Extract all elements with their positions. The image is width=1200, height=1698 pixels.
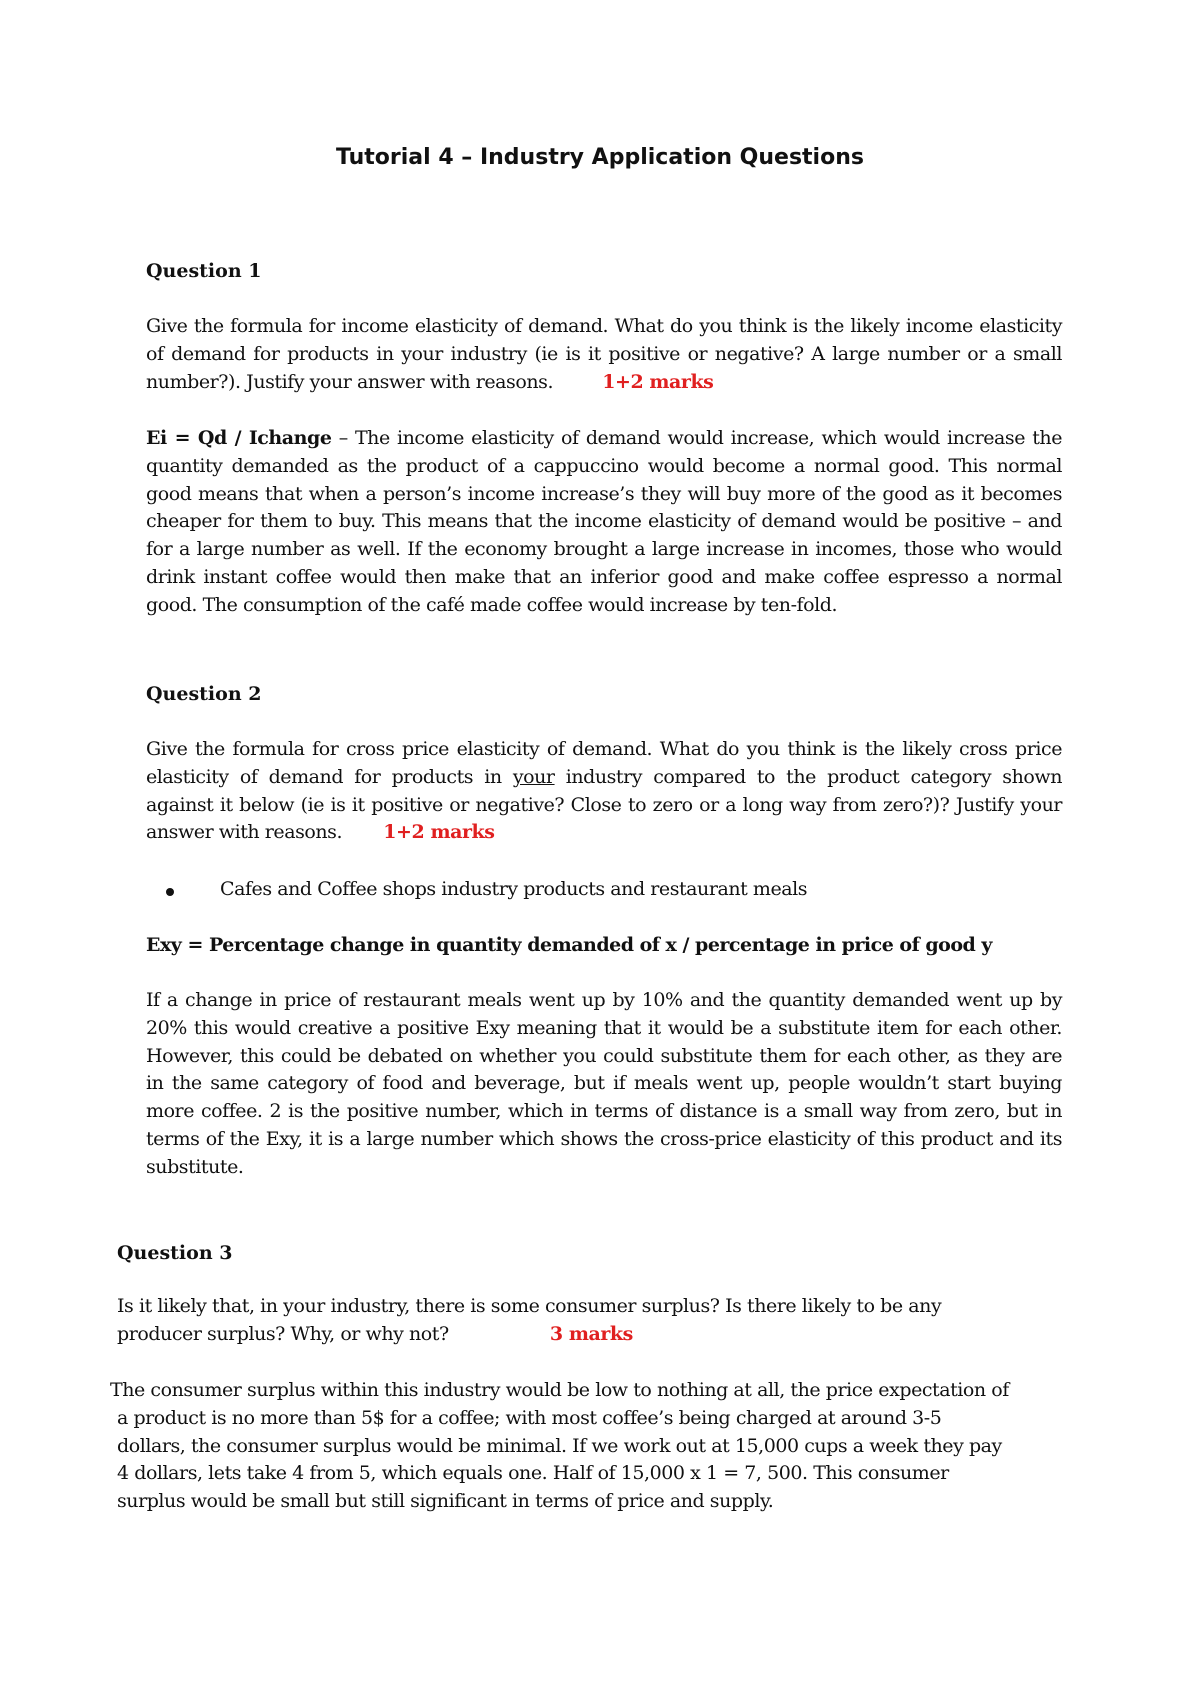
bullet-icon — [166, 888, 174, 896]
question-3-answer — [110, 1377, 1070, 1516]
question-1-answer — [146, 425, 1062, 620]
cross-price-elasticity-formula: Exy = Percentage change in quantity demanded of x / percentage in price of good y — [146, 934, 992, 956]
question-3-prompt-text: Is it likely that, in your industry, there is some consumer surplus? Is there likely to be any producer surplus? Why, or why not? — [117, 1295, 942, 1345]
question-3-answer-line: a product is no more than 5$ for a coffee; with most coffee’s being charged at around 3-5 — [117, 1406, 942, 1429]
question-1-heading: Question 1 — [146, 260, 262, 282]
question-1-marks: 1+2 marks — [602, 370, 714, 393]
question-2-marks: 1+2 marks — [383, 821, 495, 844]
question-1-answer-text: – The income elasticity of demand would increase, which would increase the quantity demanded as the product of a cappuccino would become a normal good. This normal good means that when a person’s income increase’s they will buy more of the good as it becomes cheaper for them to buy. This means that the income elasticity of demand would be positive – and for a large number as well. If the economy brought a large increase in incomes, those who would drink instant coffee would then make that an inferior good and make coffee espresso a normal good. The consumption of the café made coffee would increase by ten-fold. — [146, 427, 1062, 616]
question-2-prompt — [146, 736, 1062, 847]
question-3-heading: Question 3 — [117, 1242, 233, 1264]
income-elasticity-formula: Ei = Qd / Ichange — [146, 427, 332, 449]
question-3-prompt — [117, 1293, 1017, 1349]
question-3-answer-line: 4 dollars, lets take 4 from 5, which equals one. Half of 15,000 x 1 = 7, 500. This consumer — [117, 1462, 949, 1485]
document-title: Tutorial 4 – Industry Application Questions — [336, 145, 864, 170]
question-2-answer: If a change in price of restaurant meals went up by 10% and the quantity demanded went up by 20% this would creative a positive Exy meaning that it would be a substitute item for each other. However, this could be debated on whether you could substitute them for each other, as they are in the same category of food and beverage, but if meals went up, people wouldn’t start buying more coffee. 2 is the positive number, which in terms of distance is a small way from zero, but in terms of the Exy, it is a large number which shows the cross-price elasticity of this product and its substitute. — [146, 989, 1062, 1178]
question-2-bullet-item — [178, 878, 807, 900]
question-3-answer-line: dollars, the consumer surplus would be minimal. If we work out at 15,000 cups a week they pay — [117, 1434, 1002, 1457]
question-2-prompt-part-2: industry compared to the product category shown against it below (ie is it positive or negative? Close to zero or a long way from zero?)? Justify your answer with reasons. — [146, 765, 1062, 844]
question-1-prompt-text: Give the formula for income elasticity of demand. What do you think is the likely income elasticity of demand for products in your industry (ie is it positive or negative? A large number or a small number?). Justify your answer with reasons. — [146, 315, 1062, 393]
question-2-prompt-part-1: Give the formula for cross price elasticity of demand. What do you think is the likely cross price elasticity of demand for products in — [146, 738, 1062, 788]
question-3-answer-line: The consumer surplus within this industry would be low to nothing at all, the price expectation of — [110, 1379, 1009, 1401]
question-2-prompt-underlined-word: your — [512, 765, 555, 788]
question-2-heading: Question 2 — [146, 683, 262, 705]
question-3-marks: 3 marks — [549, 1322, 633, 1345]
question-2-bullet-text: Cafes and Coffee shops industry products and restaurant meals — [220, 878, 808, 900]
question-1-prompt — [146, 313, 1062, 396]
question-3-answer-line: surplus would be small but still significant in terms of price and supply. — [117, 1490, 774, 1513]
